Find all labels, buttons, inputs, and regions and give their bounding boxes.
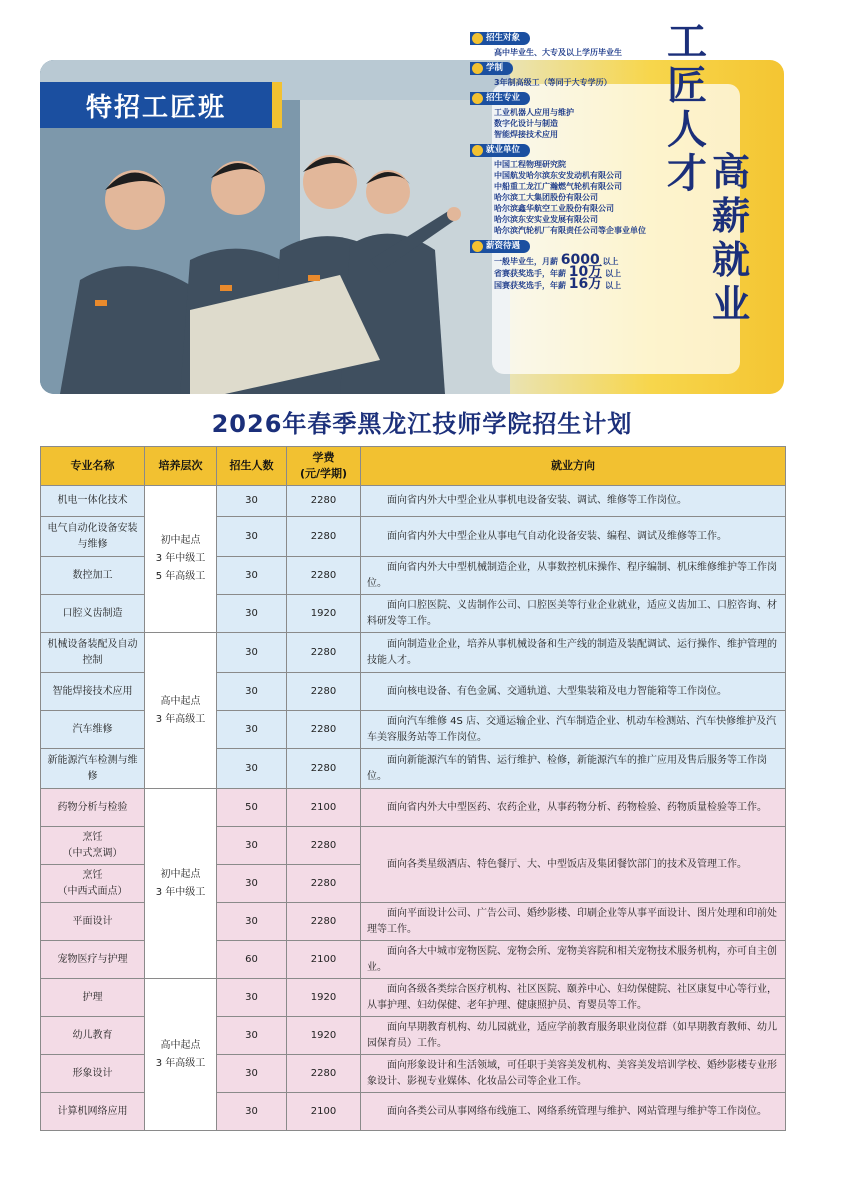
enroll-count: 30 xyxy=(217,517,287,557)
enroll-count: 30 xyxy=(217,595,287,633)
section-tag: 招生对象 xyxy=(470,32,530,45)
tuition-fee: 2280 xyxy=(287,1055,361,1093)
info-line: 数字化设计与制造 xyxy=(494,119,558,128)
employment-direction: 面向口腔医院、义齿制作公司、口腔医美等行业企业就业，适应义齿加工、口腔咨询、材料研发等工作。 xyxy=(361,595,786,633)
tuition-fee: 2100 xyxy=(287,1093,361,1131)
enroll-count: 30 xyxy=(217,749,287,789)
level-cell: 高中起点 3 年高级工 xyxy=(145,633,217,789)
tuition-fee: 1920 xyxy=(287,595,361,633)
employment-direction: 面向核电设备、有色金属、交通轨道、大型集装箱及电力智能箱等工作岗位。 xyxy=(361,673,786,711)
info-line: 哈尔滨工大集团股份有限公司 xyxy=(494,193,598,202)
tuition-fee: 2280 xyxy=(287,903,361,941)
employment-direction: 面向省内外大中型医药、农药企业，从事药物分析、药物检验、药物质量检验等工作。 xyxy=(361,789,786,827)
badge-icon xyxy=(472,145,483,156)
table-header xyxy=(41,447,786,486)
badge-icon xyxy=(472,241,483,252)
col-employment: 就业方向 xyxy=(361,447,786,486)
tuition-fee: 2280 xyxy=(287,827,361,865)
major-name: 电气自动化设备安装与维修 xyxy=(41,517,145,557)
tuition-fee: 2100 xyxy=(287,789,361,827)
enroll-count: 30 xyxy=(217,1093,287,1131)
employment-direction: 面向省内外大中型企业从事机电设备安装、调试、维修等工作岗位。 xyxy=(361,486,786,517)
col-count: 招生人数 xyxy=(217,447,287,486)
table-row xyxy=(41,979,786,1017)
section-salary xyxy=(470,240,700,291)
col-major: 专业名称 xyxy=(41,447,145,486)
major-name: 药物分析与检验 xyxy=(41,789,145,827)
enroll-count: 30 xyxy=(217,1055,287,1093)
info-line: 中船重工龙江广瀚燃气轮机有限公司 xyxy=(494,182,622,191)
table-row xyxy=(41,486,786,517)
section-tag: 薪资待遇 xyxy=(470,240,530,253)
info-line: 3年制高级工（等同于大专学历） xyxy=(494,78,612,87)
tuition-fee: 2100 xyxy=(287,941,361,979)
tuition-fee: 2280 xyxy=(287,749,361,789)
tuition-fee: 2280 xyxy=(287,633,361,673)
level-cell: 初中起点 3 年中级工 5 年高级工 xyxy=(145,486,217,633)
enroll-count: 30 xyxy=(217,711,287,749)
employment-direction: 面向各大中城市宠物医院、宠物会所、宠物美容院和相关宠物技术服务机构，亦可自主创业。 xyxy=(361,941,786,979)
section-tag: 就业单位 xyxy=(470,144,530,157)
major-name: 机械设备装配及自动控制 xyxy=(41,633,145,673)
col-fee: 学费 (元/学期) xyxy=(287,447,361,486)
table-row xyxy=(41,789,786,827)
tuition-fee: 1920 xyxy=(287,979,361,1017)
enroll-count: 30 xyxy=(217,673,287,711)
info-line: 中国工程物理研究院 xyxy=(494,160,566,169)
employment-direction: 面向各类星级酒店、特色餐厅、大、中型饭店及集团餐饮部门的技术及管理工作。 xyxy=(361,827,786,903)
enroll-count: 50 xyxy=(217,789,287,827)
page-title: 2026年春季黑龙江技师学院招生计划 xyxy=(211,410,633,438)
salary-line: 一般毕业生，月薪 6000 以上 xyxy=(494,252,619,268)
enroll-count: 30 xyxy=(217,486,287,517)
major-name: 幼儿教育 xyxy=(41,1017,145,1055)
tuition-fee: 2280 xyxy=(287,517,361,557)
info-line: 哈尔滨鑫华航空工业股份有限公司 xyxy=(494,204,614,213)
employment-direction: 面向各级各类综合医疗机构、社区医院、颐养中心、妇幼保健院、社区康复中心等行业，从事护理、妇幼保健、老年护理、健康照护员、育婴员等工作。 xyxy=(361,979,786,1017)
employment-direction: 面向形象设计和生活领域，可任职于美容美发机构、美容美发培训学校、婚纱影楼专业形象设计、影视专业媒体、化妆品公司等企业工作。 xyxy=(361,1055,786,1093)
info-line: 哈尔滨汽轮机厂有限责任公司等企事业单位 xyxy=(494,226,646,235)
major-name: 平面设计 xyxy=(41,903,145,941)
tuition-fee: 2280 xyxy=(287,865,361,903)
tuition-fee: 2280 xyxy=(287,486,361,517)
major-name: 汽车维修 xyxy=(41,711,145,749)
enroll-count: 30 xyxy=(217,633,287,673)
major-name: 宠物医疗与护理 xyxy=(41,941,145,979)
enroll-count: 30 xyxy=(217,557,287,595)
employment-direction: 面向省内外大中型机械制造企业，从事数控机床操作、程序编制、机床维修维护等工作岗位。 xyxy=(361,557,786,595)
tuition-fee: 2280 xyxy=(287,673,361,711)
tuition-fee: 1920 xyxy=(287,1017,361,1055)
slogan-employment: 高薪就业 xyxy=(711,150,750,326)
enroll-count: 30 xyxy=(217,903,287,941)
major-name: 新能源汽车检测与维修 xyxy=(41,749,145,789)
badge-icon xyxy=(472,33,483,44)
info-line: 哈尔滨东安实业发展有限公司 xyxy=(494,215,598,224)
level-cell: 初中起点 3 年中级工 xyxy=(145,789,217,979)
info-line: 中国航发哈尔滨东安发动机有限公司 xyxy=(494,171,622,180)
level-cell: 高中起点 3 年高级工 xyxy=(145,979,217,1131)
col-level: 培养层次 xyxy=(145,447,217,486)
major-name: 口腔义齿制造 xyxy=(41,595,145,633)
employment-direction: 面向省内外大中型企业从事电气自动化设备安装、编程、调试及维修等工作。 xyxy=(361,517,786,557)
major-name: 烹饪 （中西式面点） xyxy=(41,865,145,903)
enroll-count: 30 xyxy=(217,1017,287,1055)
major-name: 形象设计 xyxy=(41,1055,145,1093)
enroll-count: 30 xyxy=(217,865,287,903)
major-name: 护理 xyxy=(41,979,145,1017)
major-name: 烹饪 （中式烹调） xyxy=(41,827,145,865)
section-tag: 招生专业 xyxy=(470,92,530,105)
major-name: 数控加工 xyxy=(41,557,145,595)
employment-direction: 面向早期教育机构、幼儿园就业，适应学前教育服务职业岗位群（如早期教育教师、幼儿园保育员）工作。 xyxy=(361,1017,786,1055)
banner-title: 特招工匠班 xyxy=(40,82,282,128)
enrollment-table xyxy=(40,446,786,1131)
section-tag: 学制 xyxy=(470,62,513,75)
tuition-fee: 2280 xyxy=(287,557,361,595)
major-name: 智能焊接技术应用 xyxy=(41,673,145,711)
info-line: 工业机器人应用与维护 xyxy=(494,108,574,117)
enroll-count: 30 xyxy=(217,979,287,1017)
employment-direction: 面向各类公司从事网络布线施工、网络系统管理与维护、网站管理与维护等工作岗位。 xyxy=(361,1093,786,1131)
employment-direction: 面向制造业企业，培养从事机械设备和生产线的制造及装配调试、运行操作、维护管理的技能人才。 xyxy=(361,633,786,673)
badge-icon xyxy=(472,63,483,74)
enroll-count: 30 xyxy=(217,827,287,865)
tuition-fee: 2280 xyxy=(287,711,361,749)
info-line: 智能焊接技术应用 xyxy=(494,130,558,139)
employment-direction: 面向平面设计公司、广告公司、婚纱影楼、印刷企业等从事平面设计、图片处理和印前处理等工作。 xyxy=(361,903,786,941)
employment-direction: 面向新能源汽车的销售、运行维护、检修，新能源汽车的推广应用及售后服务等工作岗位。 xyxy=(361,749,786,789)
salary-line: 国赛获奖选手，年薪 16万 以上 xyxy=(494,276,622,292)
salary-line: 省赛获奖选手，年薪 10万 以上 xyxy=(494,264,622,280)
badge-icon xyxy=(472,93,483,104)
table-row xyxy=(41,633,786,673)
info-line: 高中毕业生、大专及以上学历毕业生 xyxy=(494,48,622,57)
employment-direction: 面向汽车维修 4S 店、交通运输企业、汽车制造企业、机动车检测站、汽车快修维护及汽车美容服务站等工作岗位。 xyxy=(361,711,786,749)
major-name: 计算机网络应用 xyxy=(41,1093,145,1131)
enroll-count: 60 xyxy=(217,941,287,979)
major-name: 机电一体化技术 xyxy=(41,486,145,517)
slogan-talent: 工匠人才 xyxy=(667,19,707,197)
